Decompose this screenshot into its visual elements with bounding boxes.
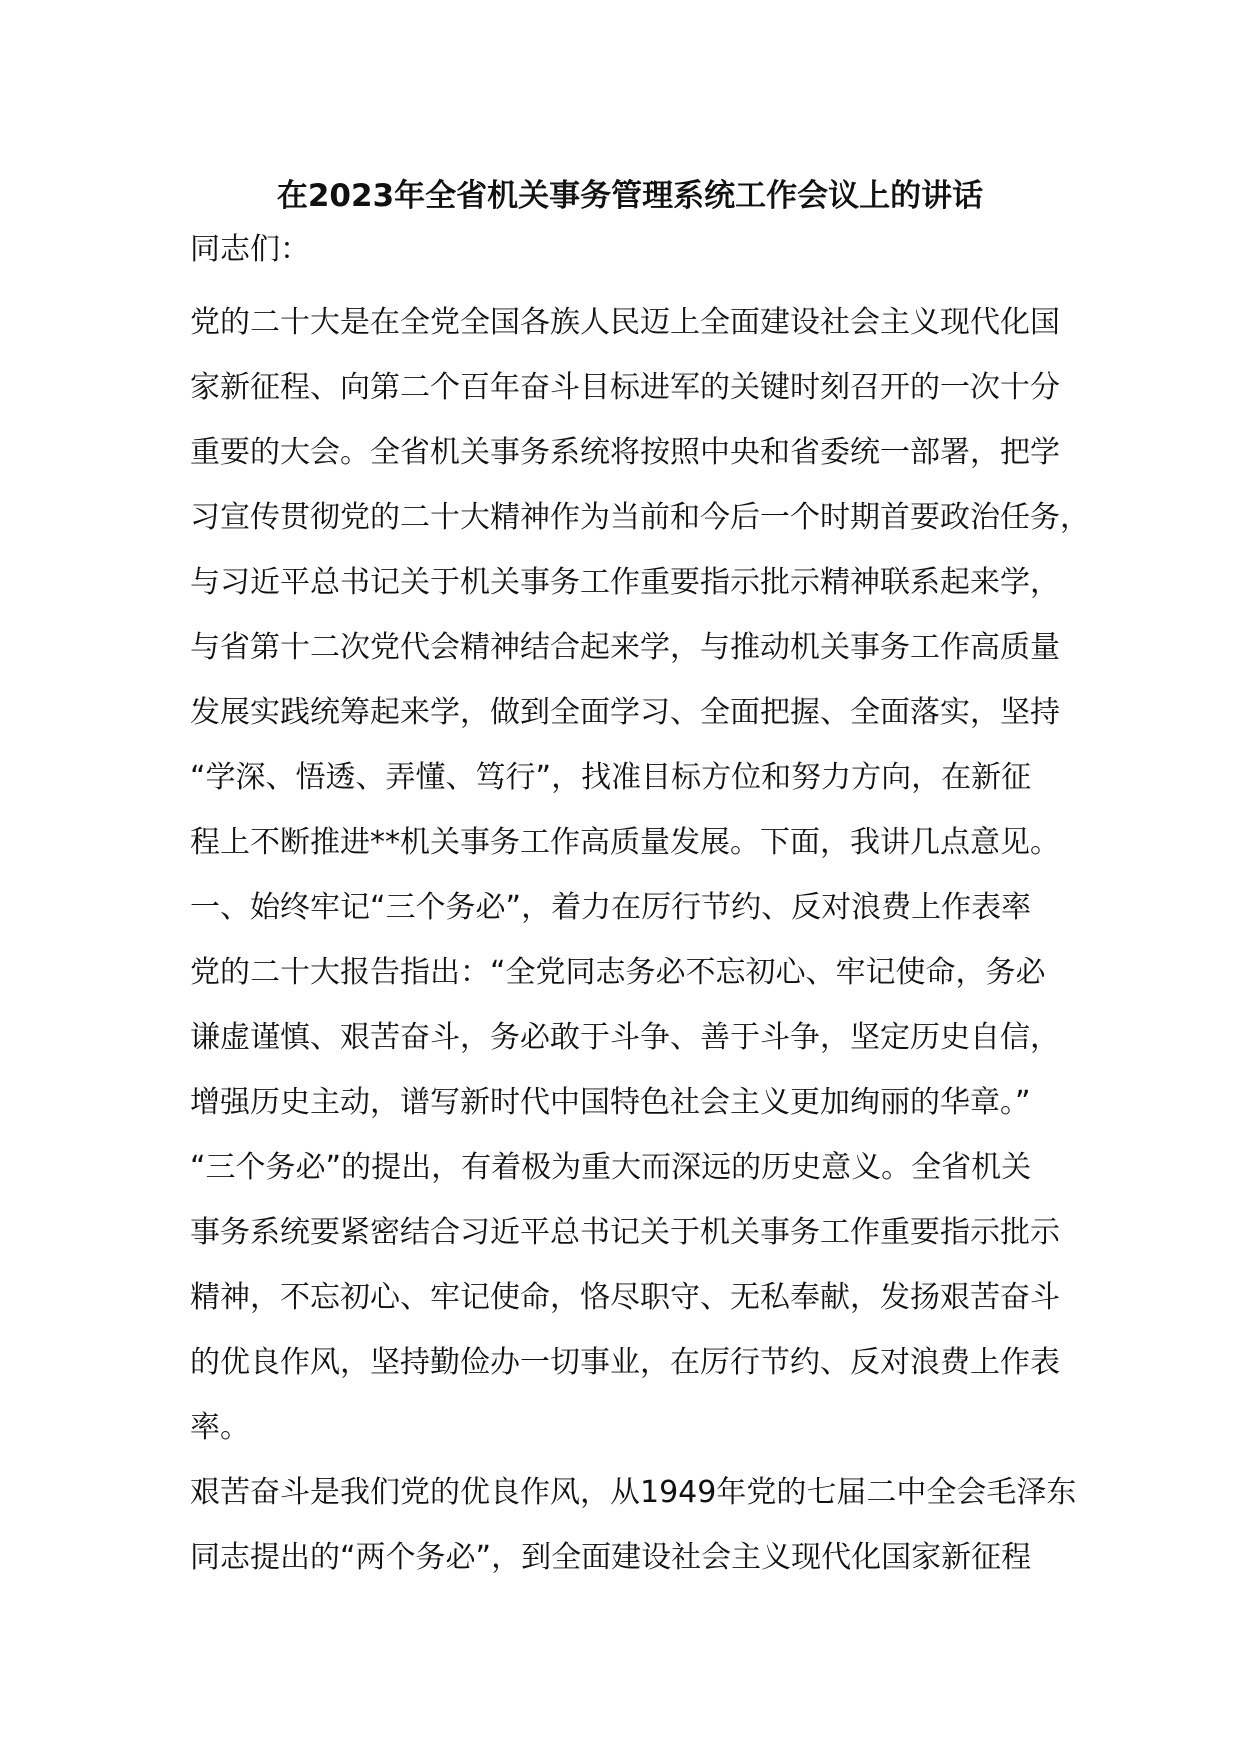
text-line: 重要的大会。全省机关事务系统将按照中央和省委统一部署，把学 [190,435,1060,470]
text-line: 同志提出的“两个务必”，到全面建设社会主义现代化国家新征程 [190,1540,1032,1575]
salutation: 同志们： [190,232,310,267]
text-line: 习宣传贯彻党的二十大精神作为当前和今后一个时期首要政治任务， [190,500,1090,535]
text-line: “学深、悟透、弄懂、笃行”，找准目标方位和努力方向，在新征 [190,760,1032,795]
text-line: 程上不断推进**机关事务工作高质量发展。下面，我讲几点意见。 [190,825,1060,860]
text-line: 发展实践统筹起来学，做到全面学习、全面把握、全面落实，坚持 [190,695,1060,730]
text-line: 增强历史主动，谱写新时代中国特色社会主义更加绚丽的华章。” [190,1085,1031,1120]
text-line: 精神，不忘初心、牢记使命，恪尽职守、无私奉献，发扬艰苦奋斗 [190,1280,1060,1315]
text-line: 党的二十大是在全党全国各族人民迈上全面建设社会主义现代化国 [190,305,1060,340]
text-line: 事务系统要紧密结合习近平总书记关于机关事务工作重要指示批示 [190,1215,1060,1250]
text-line: “三个务必”的提出，有着极为重大而深远的历史意义。全省机关 [190,1150,1032,1185]
section-heading: 一、始终牢记“三个务必”，着力在厉行节约、反对浪费上作表率 [190,890,1032,925]
text-line: 与省第十二次党代会精神结合起来学，与推动机关事务工作高质量 [190,630,1060,665]
text-line: 的优良作风，坚持勤俭办一切事业，在厉行节约、反对浪费上作表 [190,1345,1060,1380]
document-title: 在2023年全省机关事务管理系统工作会议上的讲话 [276,178,984,214]
text-line: 谦虚谨慎、艰苦奋斗，务必敢于斗争、善于斗争，坚定历史自信， [190,1020,1060,1055]
text-line: 家新征程、向第二个百年奋斗目标进军的关键时刻召开的一次十分 [190,370,1060,405]
text-line: 与习近平总书记关于机关事务工作重要指示批示精神联系起来学， [190,565,1060,600]
text-line: 率。 [190,1410,250,1445]
text-line: 艰苦奋斗是我们党的优良作风，从1949年党的七届二中全会毛泽东 [190,1475,1077,1510]
body-text [190,290,1090,1590]
text-line: 党的二十大报告指出：“全党同志务必不忘初心、牢记使命，务必 [190,955,1046,990]
document-content [190,172,1090,1590]
